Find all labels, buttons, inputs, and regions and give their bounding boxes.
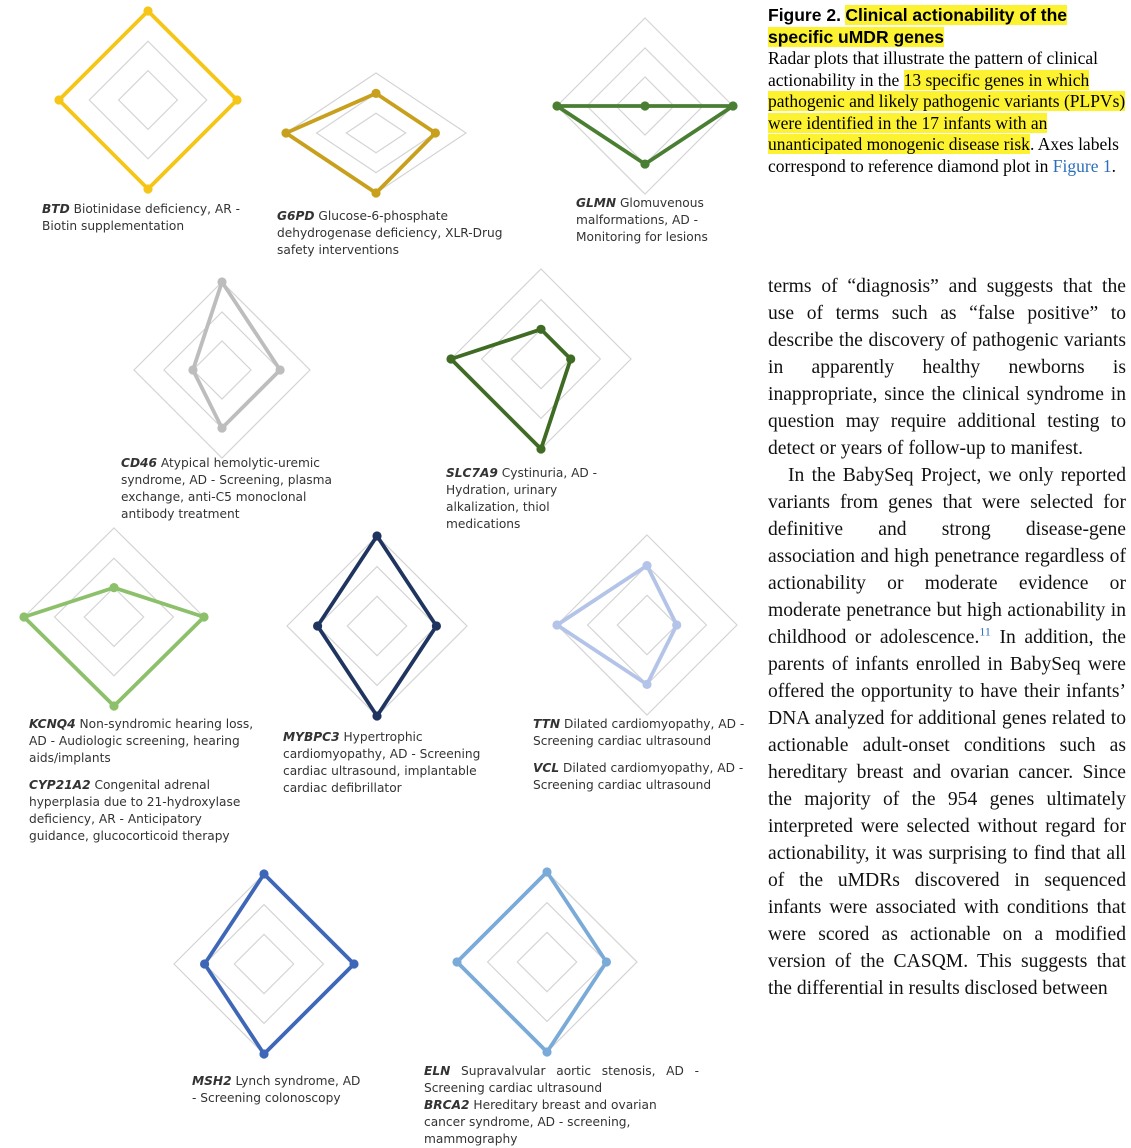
data-point-right [672, 620, 681, 629]
radar-plot-msh2 [174, 869, 359, 1058]
data-polygon [59, 11, 237, 189]
body-paragraph-2: In the BabySeq Project, we only reported variants from genes that were selected for definitive and strong disease-gene association and high penetrance regardless of actionability or moderate evidence or moderate penetrance but high actionability in childhood or adolescence.$^{11}$ In addition, the parents of infants enrolled in BabySeq were offered the opportunity to have their infants’ DNA analyzed for additional genes related to actionable adult-onset conditions such as hereditary breast and ovarian cancer. Since the majority of the 954 genes ultimately interpreted were selected without regard for actionability, it was surprising to find that all of the uMDRs discovered in sequenced infants were associated with conditions that were scored as actionable on a modified version of the CASQM. This suggests that the differential in results disclosed between [768, 465, 1126, 999]
data-point-right [728, 101, 737, 110]
data-point-top [642, 561, 651, 570]
data-point-right [432, 621, 441, 630]
data-point-right [349, 959, 358, 968]
data-point-bottom [109, 701, 118, 710]
data-point-top [542, 867, 551, 876]
reference-diamond-3 [347, 596, 406, 655]
data-point-left [19, 612, 28, 621]
data-point-right [275, 365, 284, 374]
data-point-top [259, 869, 268, 878]
data-point-right [566, 354, 575, 363]
data-polygon [457, 872, 606, 1052]
data-point-left [552, 101, 561, 110]
reference-diamond-2 [164, 312, 280, 428]
radar-plot-mybpc3 [287, 531, 467, 720]
data-polygon [451, 329, 571, 449]
radar-plot-btd [54, 6, 241, 193]
figure-1-link[interactable]: Figure 1 [1052, 155, 1112, 176]
reference-diamond-2 [488, 903, 607, 1022]
caption-mybpc3: MYBPC3 Hypertrophic cardiomyopathy, AD - Screening cardiac ultrasound, implantable cardiac defibrillator [283, 730, 481, 795]
caption-cd46: CD46 Atypical hemolytic-uremic syndrome, AD - Screening, plasma exchange, anti-C5 monoclonal antibody treatment [121, 456, 332, 521]
body-text [768, 273, 1126, 1002]
caption-g6pd: G6PD Glucose-6-phosphate dehydrogenase deficiency, XLR-Drug safety interventions [277, 209, 503, 257]
caption-glmn: GLMN Glomuvenous malformations, AD - Monitoring for lesions [576, 196, 708, 244]
data-point-left [200, 959, 209, 968]
data-point-top [372, 531, 381, 540]
reference-diamond-3 [119, 71, 178, 130]
data-point-top [640, 101, 649, 110]
data-point-bottom [640, 159, 649, 168]
radar-plot-kcnq4 [19, 528, 208, 711]
reference-diamond-3 [517, 932, 576, 991]
radar-plot-eln [452, 867, 637, 1056]
radar-plot-cd46 [134, 277, 310, 458]
reference-diamond-1 [24, 528, 204, 706]
data-point-bottom [642, 680, 651, 689]
figure-text-highlight: 13 specific genes in which pathogenic and likely pathogenic variants (PLPVs) were identified in the 17 infants with an unanticipated monogenic disease risk [768, 69, 1126, 154]
caption-slc7a9: SLC7A9 Cystinuria, AD - Hydration, urinary alkalization, thiol medications [446, 466, 598, 531]
data-point-bottom [542, 1047, 551, 1056]
reference-diamond-2 [205, 905, 324, 1024]
caption-ttn-vcl: TTN Dilated cardiomyopathy, AD - Screening cardiac ultrasound VCL Dilated cardiomyopathy, AD - Screening cardiac ultrasound [533, 717, 745, 792]
data-point-bottom [536, 444, 545, 453]
data-point-left [313, 621, 322, 630]
caption-eln-brca2: ELN Supravalvular aortic stenosis, AD - Screening cardiac ultrasound BRCA2 Hereditary breast and ovarian cancer syndrome, AD - screening, mammography [424, 1064, 699, 1146]
citation-link[interactable]: 11 [979, 624, 991, 639]
reference-diamond-2 [317, 93, 436, 172]
figure-text-pre: Radar plots that illustrate the pattern of clinical actionability in the [768, 48, 1098, 90]
figure-text-post: . Axes labels correspond to reference diamond plot in [768, 134, 1119, 176]
reference-diamond-3 [346, 113, 405, 153]
figure-label: Figure 2. [768, 5, 841, 25]
radar-plot-ttn [552, 535, 737, 715]
data-point-right [602, 957, 611, 966]
data-point-right [431, 128, 440, 137]
reference-diamond-2 [588, 566, 707, 685]
data-point-bottom [143, 184, 152, 193]
data-point-top [217, 277, 226, 286]
data-point-left [54, 95, 63, 104]
data-point-bottom [371, 188, 380, 197]
data-point-right [232, 95, 241, 104]
data-point-top [371, 89, 380, 98]
data-point-bottom [217, 423, 226, 432]
reference-diamond-3 [234, 934, 293, 993]
reference-diamond-1 [59, 11, 237, 189]
body-paragraph-1: terms of “diagnosis” and suggests that the use of terms such as “false positive” to describe the discovery of pathogenic variants in apparently healthy newborns is inappropriate, since the clinical syndrome in question may require additional testing to detect or years of follow-up to manifest. [768, 276, 1126, 459]
data-point-bottom [259, 1049, 268, 1058]
reference-diamond-3 [84, 588, 143, 647]
radar-plot-slc7a9 [446, 269, 631, 454]
reference-diamond-2 [89, 41, 206, 158]
data-point-top [536, 325, 545, 334]
data-point-left [188, 365, 197, 374]
figure-caption: Figure 2. Clinical actionability of the specific uMDR genes Radar plots that illustrate the pattern of clinical actionability in the 13 specific genes in which pathogenic and likely pathogenic variants (PLPVs) were identified in the 17 infants with an unanticipated monogenic disease risk. Axes labels correspond to reference diamond plot in Figure 1. [768, 5, 1126, 176]
data-point-top [109, 583, 118, 592]
reference-diamond-2 [318, 567, 437, 686]
data-polygon [205, 874, 354, 1054]
reference-diamond-2 [55, 558, 174, 675]
radar-plot-glmn [552, 18, 737, 194]
caption-btd: BTD Biotinidase deficiency, AR - Biotin supplementation [42, 202, 240, 233]
data-point-right [199, 612, 208, 621]
data-point-left [452, 957, 461, 966]
data-point-left [552, 620, 561, 629]
caption-kcnq4-cyp21a2: KCNQ4 Non-syndromic hearing loss, AD - Audiologic screening, hearing aids/implants CYP21A2 Congenital adrenal hyperplasia due to 21-hydroxylase deficiency, AR - Anticipatory guidance, glucocorticoid therapy [29, 717, 254, 843]
figure-title: Clinical actionability of the specific uMDR genes [768, 5, 1068, 47]
data-point-left [446, 354, 455, 363]
data-polygon [318, 536, 437, 716]
radar-plot-g6pd [281, 73, 466, 198]
data-point-left [281, 128, 290, 137]
reference-diamond-2 [482, 300, 601, 419]
data-point-bottom [372, 711, 381, 720]
caption-msh2: MSH2 Lynch syndrome, AD - Screening colonoscopy [192, 1074, 361, 1105]
reference-diamond-3 [511, 329, 570, 388]
reference-diamond-1 [451, 269, 631, 449]
data-point-top [143, 6, 152, 15]
